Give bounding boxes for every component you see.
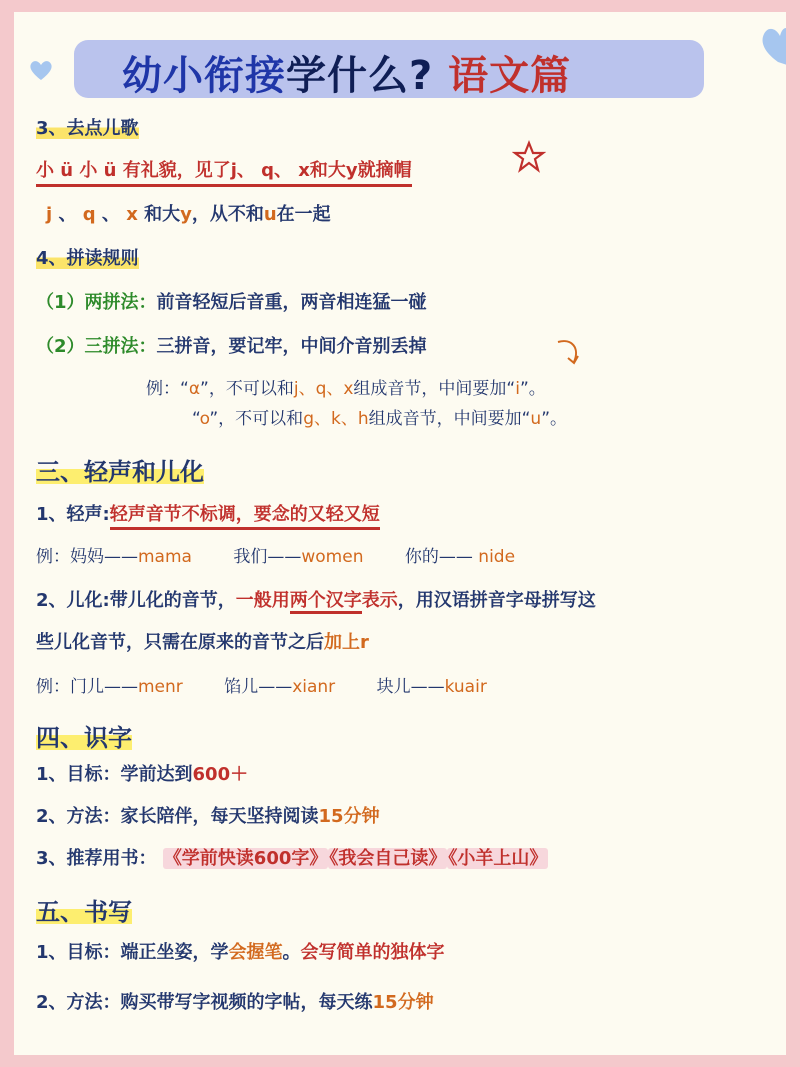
ex2-c: ”，不可以和 [209,409,304,429]
ex-dash: —— [104,677,138,697]
rhyme-sep2: 、 [95,204,120,225]
ex1-b: α [188,379,201,399]
sec5-l1-b: 会握笔 [228,942,283,963]
ex-item [405,547,515,567]
sec3-l2-e: ，用汉语拼音字母拼写这 [397,590,596,611]
sec4-l2-a: 家长陪伴，每天坚持阅读 [120,806,319,827]
ex2-e: 组成音节，中间要加“ [368,409,531,429]
sec3-heading-text: 三、轻声和儿化 [36,458,204,486]
neutral-tone-rule [36,500,380,526]
book-title: 《学前快读600字》 [163,848,328,869]
ex-pinyin: kuair [444,677,487,697]
ex-cn: 块儿 [376,677,411,697]
writing-goal [36,938,445,964]
title-part1: 幼小衔接 [122,53,286,99]
rule-three-spell [36,332,427,358]
sec3-l2-line2-a: 些儿化音节，只需在原来的音节之后 [36,632,324,653]
ex2-d: g、k、h [303,409,369,429]
ex-dash: —— [258,677,293,697]
rule-two-spell [36,288,427,314]
rhyme-and: 和大 [137,204,181,225]
ex1-g: ”。 [519,379,546,399]
page-card [14,12,786,1055]
ex-cn: 馅儿 [224,677,259,697]
section-heading-s4 [36,244,139,270]
literacy-books [36,844,548,870]
ex-pinyin: mama [138,547,192,567]
rhyme-line-2 [46,200,331,226]
sec5-l1-a: 端正坐姿，学 [120,942,229,963]
sec4-l2-b: 15分钟 [318,806,380,827]
rhyme-rest1: ，从不和 [191,204,264,225]
ex-pinyin: xianr [292,677,336,697]
writing-method [36,988,434,1014]
ex-cn: 你的 [404,547,439,567]
sec3-l1-label: 1、轻声: [36,504,110,525]
sec3-l2-b: 一般用 [235,590,290,611]
ex1-a: 例：“ [146,379,189,399]
rhyme-y: y [180,204,192,225]
ex-item [36,677,183,697]
example-line-1 [146,374,546,399]
ex1-f: i [515,379,520,399]
ex-item [224,677,335,697]
rule1-text: 前音轻短后音重，两音相连猛一碰 [156,292,427,313]
section-heading-neutral-tone [36,452,204,487]
rhyme-rest2: 在一起 [276,204,331,225]
book-title: 《小羊上山》 [448,848,548,869]
erhua-rule-line-1 [36,586,596,612]
ex1-d: j、q、x [293,379,354,399]
sec5-heading-text: 五、书写 [36,898,132,926]
ex1-e: 组成音节，中间要加“ [353,379,516,399]
sec3-l2-c: 两个汉字 [290,590,362,614]
ex-item [36,547,192,567]
literacy-method [36,802,380,828]
rhyme-u: u [263,204,277,225]
ex-dash: —— [104,547,138,567]
ex-item [377,677,487,697]
star-doodle-icon [512,140,546,174]
section-heading-writing [36,892,132,927]
sec3-l2-a: 带儿化的音节， [109,590,236,611]
ex-pinyin: menr [138,677,183,697]
title-part3: 语文篇 [448,53,572,99]
ex-dash: —— [438,547,479,567]
sec3-l2-label: 2、儿化: [36,590,110,611]
erhua-rule-line-2 [36,628,369,654]
ex2-g: ”。 [541,409,568,429]
section-heading-s3 [36,114,139,140]
sec5-l2-a: 购买带写字视频的字帖，每天练 [120,992,373,1013]
title-spacer [433,53,448,99]
curved-arrow-icon [554,334,588,368]
sec4-l3-label: 3、推荐用书： [36,848,157,869]
sec3-l1-text: 轻声音节不标调，要念的又轻又短 [110,504,380,530]
ex2-b: o [199,409,210,429]
ex-pinyin: nide [478,547,516,567]
page-title [122,44,571,101]
s4-heading-text: 4、拼读规则 [36,248,139,269]
ex-cn: 例：妈妈 [36,547,104,567]
sec5-l2-label: 2、方法： [36,992,121,1013]
rhyme-j: j [46,204,53,225]
sec5-l1-d: 会写简单的独体字 [300,942,445,963]
rule2-text: 三拼音，要记牢，中间介音别丢掉 [156,336,427,357]
sec3-l2-d: 表示 [361,590,398,611]
sec4-l1-a: 学前达到 [120,764,193,785]
rhyme-q: q [82,204,96,225]
heart-left-icon [28,58,54,82]
erhua-examples [36,672,487,697]
rhyme-x: x [126,204,138,225]
ex-cn: 我们 [233,547,268,567]
ex-cn: 例：门儿 [36,677,104,697]
sec3-l2-line2-b: 加上r [324,632,369,653]
sec4-heading-text: 四、识字 [36,724,132,752]
ex2-f: u [530,409,542,429]
ex-dash: —— [410,677,445,697]
literacy-goal [36,760,248,786]
rule2-label: （2）三拼法： [36,336,157,357]
book-title: 《我会自己读》 [329,848,447,869]
rhyme-sep1: 、 [52,204,77,225]
heart-right-icon [756,22,786,66]
sec5-l2-b: 15分钟 [372,992,434,1013]
example-line-2 [192,404,567,429]
rhyme-line-1-text: 小 ü 小 ü 有礼貌，见了j、 q、 x和大y就摘帽 [36,160,412,187]
sec4-l2-label: 2、方法： [36,806,121,827]
ex1-c: ”，不可以和 [200,379,294,399]
neutral-tone-examples [36,542,515,567]
title-part2: 学什么? [286,53,434,99]
rhyme-line-1 [36,156,412,182]
sec4-l1-b: 600＋ [192,764,249,785]
s3-heading-text: 3、去点儿歌 [36,118,139,139]
rule1-label: （1）两拼法： [36,292,157,313]
sec5-l1-c: 。 [282,942,301,963]
ex-pinyin: women [301,547,364,567]
ex-dash: —— [267,547,302,567]
sec5-l1-label: 1、目标： [36,942,121,963]
ex-item [233,547,363,567]
section-heading-literacy [36,718,132,753]
sec4-l1-label: 1、目标： [36,764,121,785]
ex2-a: “ [192,409,200,429]
